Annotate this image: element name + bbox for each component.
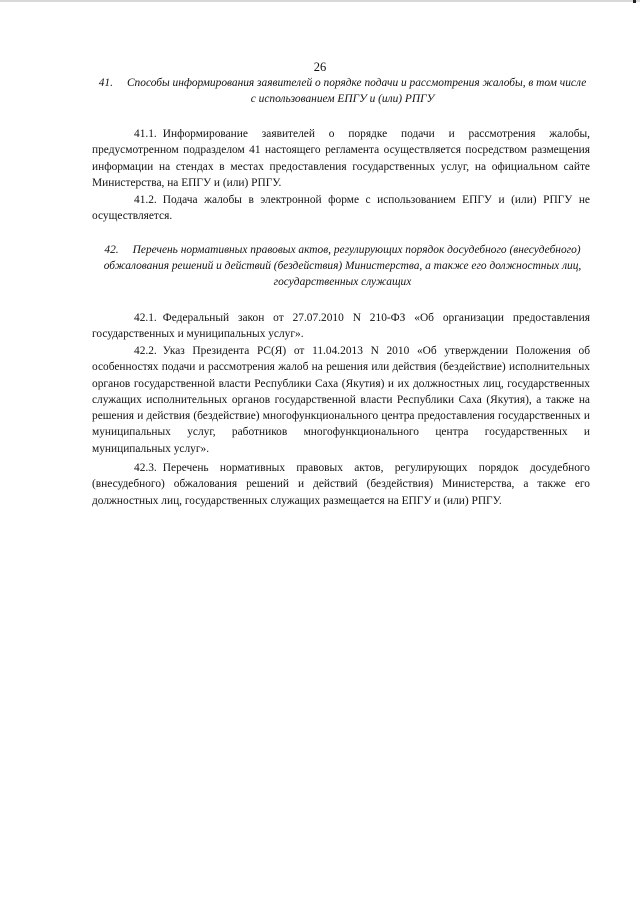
paragraph-41-1: [92, 126, 590, 191]
section-41-title: Способы информирования заявителей о порядке подачи и рассмотрения жалобы, в том числе с использованием ЕПГУ и (или) РПГУ: [126, 77, 587, 105]
paragraph-number: 41.2.: [134, 194, 157, 206]
section-42-heading: [95, 242, 590, 290]
paragraph-42-1: [92, 310, 590, 343]
paragraph-42-2: [92, 343, 590, 457]
scan-edge: [0, 0, 640, 2]
paragraph-text: Указ Президента РС(Я) от 11.04.2013 N 2010 «Об утверждении Положения об особенностях подачи и рассмотрения жалоб на решения или действия (бездействие) исполнительных органов государственной власти Республики Саха (Якутия) и их должностных лиц, государственных служащих исполнительных органов государственной власти Республики Саха (Якутия), а также на решения и действия (бездействие) многофункционального центра предоставления государственных и муниципальных услуг, работников многофункционального центра государственных и муниципальных услуг».: [92, 345, 590, 455]
paragraph-number: 42.3.: [134, 462, 157, 474]
paragraph-text: Подача жалобы в электронной форме с использованием ЕПГУ и (или) РПГУ не осуществляется.: [92, 194, 590, 223]
section-42-title: Перечень нормативных правовых актов, регулирующих порядок досудебного (внесудебного) обжалования решений и действий (бездействия) Министерства, а также его должностных лиц, государственных служащих: [103, 244, 582, 288]
page-number: 26: [313, 60, 327, 74]
section-41-number: 41.: [98, 77, 113, 89]
paragraph-number: 42.2.: [134, 345, 157, 357]
paragraph-number: 41.1.: [134, 128, 157, 140]
scan-mark: [633, 0, 636, 3]
paragraph-42-3: [92, 460, 590, 509]
paragraph-text: Федеральный закон от 27.07.2010 N 210-ФЗ «Об организации предоставления государственных и муниципальных услуг».: [92, 312, 590, 341]
paragraph-number: 42.1.: [134, 312, 157, 324]
paragraph-text: Перечень нормативных правовых актов, регулирующих порядок досудебного (внесудебного) обжалования решений и действий (бездействия) Министерства, а также его должностных лиц, государственных служащих размещается на ЕПГУ и (или) РПГУ.: [92, 462, 590, 507]
section-41-heading: [95, 75, 590, 107]
paragraph-text: Информирование заявителей о порядке подачи и рассмотрения жалобы, предусмотренном подразделом 41 настоящего регламента осуществляется посредством размещения информации на стендах в местах предоставления государственных услуг, на официальном сайте Министерства, на ЕПГУ и (или) РПГУ.: [92, 128, 590, 189]
section-42-number: 42.: [104, 244, 119, 256]
paragraph-41-2: [92, 192, 590, 225]
